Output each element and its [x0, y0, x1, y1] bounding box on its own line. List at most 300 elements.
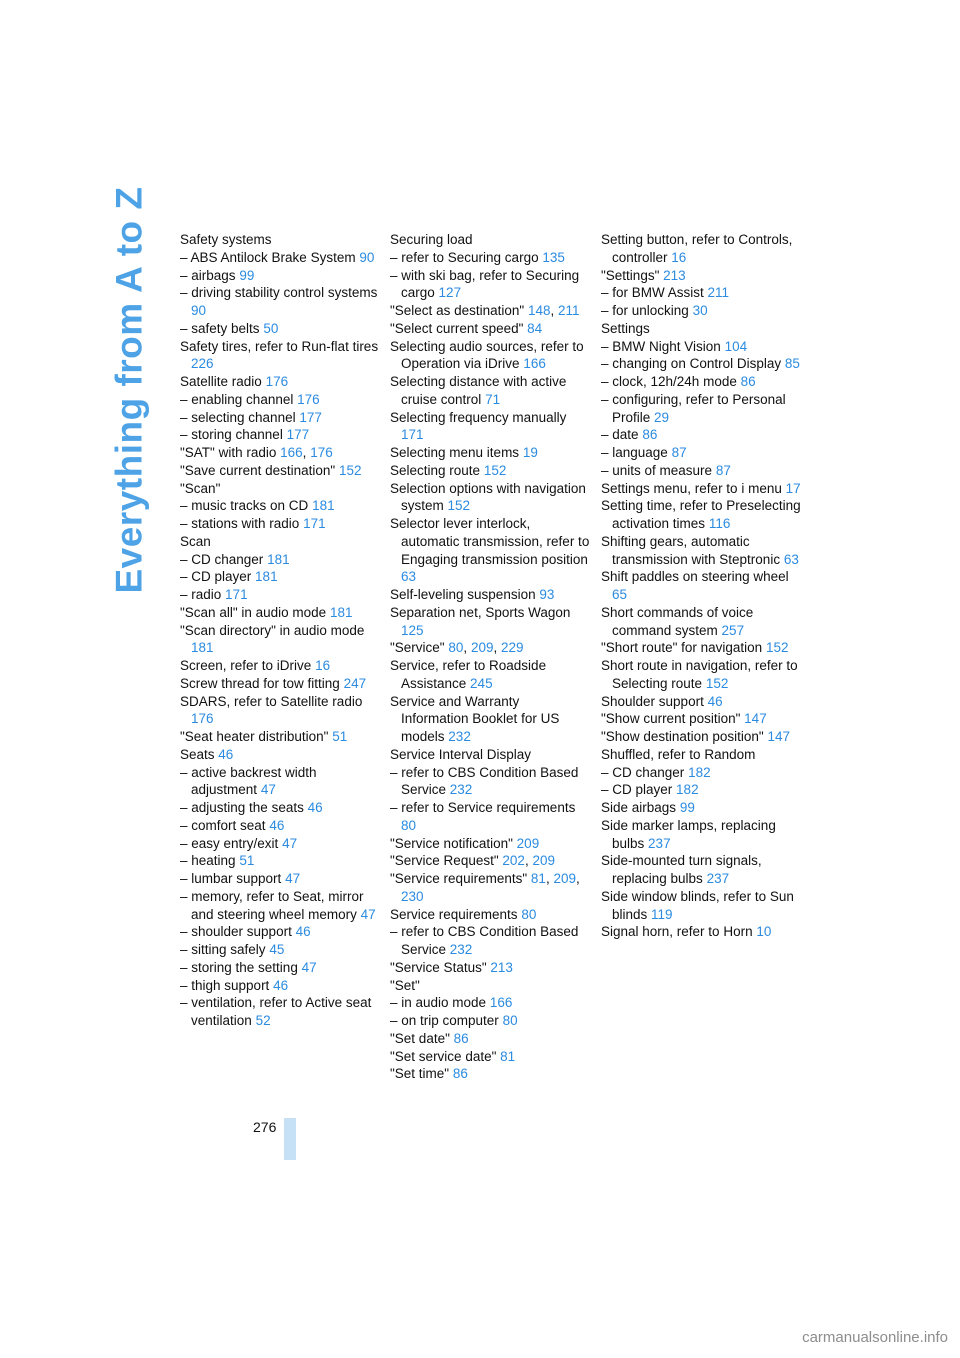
- index-entry: [180, 284, 380, 320]
- page-link[interactable]: 176: [310, 445, 333, 460]
- index-entry-text: – in audio mode: [390, 995, 487, 1011]
- page-link[interactable]: 81: [530, 871, 546, 886]
- page-link[interactable]: 209: [532, 853, 555, 869]
- index-entry: [180, 249, 380, 267]
- index-entry-text: – ABS Antilock Brake System: [180, 249, 356, 265]
- index-entry: [601, 391, 801, 427]
- page-link[interactable]: 93: [539, 587, 555, 602]
- index-entry: [180, 515, 380, 533]
- index-entry-text: – active backrest width adjustment: [180, 764, 317, 798]
- index-entry: [601, 764, 801, 782]
- page-link[interactable]: 16: [671, 249, 687, 265]
- page-link[interactable]: 51: [332, 729, 348, 744]
- index-entry: [601, 888, 801, 924]
- index-entry-text: – safety belts: [180, 320, 260, 336]
- index-entry: [180, 675, 380, 693]
- index-entry-text: "Settings": [601, 267, 660, 283]
- index-entry: [390, 977, 590, 995]
- index-entry: [601, 639, 801, 657]
- index-entry: "Service" 80, 209, 229: [390, 640, 524, 656]
- index-entry-text: Settings menu, refer to i menu: [601, 480, 782, 496]
- index-entry: [601, 355, 801, 373]
- index-entry-text: – language: [601, 445, 668, 460]
- page-link[interactable]: 171: [401, 427, 424, 443]
- index-entry: [180, 657, 380, 675]
- page-link[interactable]: 30: [692, 303, 708, 318]
- page-link[interactable]: 84: [527, 320, 543, 336]
- index-entry: [390, 604, 590, 640]
- page-link[interactable]: 46: [307, 800, 323, 815]
- index-entry-text: Selecting distance with active cruise control: [390, 374, 567, 407]
- index-entry: [180, 373, 380, 391]
- index-entry-text: "Set date": [390, 1030, 450, 1046]
- index-entry: [180, 231, 380, 249]
- page-link[interactable]: 80: [448, 640, 464, 656]
- index-entry: [601, 817, 801, 853]
- index-entry: [601, 746, 801, 764]
- page-link[interactable]: 87: [671, 445, 687, 460]
- index-entry: [390, 693, 590, 746]
- index-entry-text: Selecting route: [390, 462, 481, 478]
- index-entry-text: – CD changer: [601, 764, 685, 780]
- page-link[interactable]: 171: [225, 587, 248, 602]
- page-link[interactable]: 230: [401, 888, 424, 904]
- page-link[interactable]: 63: [401, 569, 417, 585]
- index-entry-text: – adjusting the seats: [180, 800, 304, 815]
- index-entry-text: – on trip computer: [390, 1013, 499, 1028]
- page-link[interactable]: 247: [343, 675, 367, 691]
- index-entry-text: – sitting safely: [180, 942, 266, 957]
- index-entry-text: Scan: [180, 533, 211, 549]
- page-link[interactable]: 63: [783, 551, 799, 567]
- index-entry-text: – CD player: [180, 569, 252, 585]
- index-entry-text: Selector lever interlock, automatic transmission, refer to Engaging transmission position: [390, 516, 590, 567]
- index-entry: [390, 1012, 590, 1030]
- page-link[interactable]: 245: [470, 675, 493, 691]
- index-entry: [601, 693, 801, 711]
- index-entry: [180, 568, 380, 586]
- index-entry: [390, 923, 590, 959]
- page-link[interactable]: 125: [401, 622, 424, 638]
- page-link[interactable]: 45: [269, 942, 285, 957]
- index-entry-text: Shuffled, refer to Random: [601, 746, 756, 762]
- page-link[interactable]: 50: [263, 320, 279, 336]
- page-link[interactable]: 90: [359, 249, 375, 265]
- page-link[interactable]: 10: [756, 924, 772, 940]
- index-entry-text: – shoulder support: [180, 924, 292, 940]
- side-title-text: Everything from A to Z: [109, 186, 150, 594]
- page-link[interactable]: 99: [679, 800, 695, 815]
- page-link[interactable]: 86: [453, 1030, 469, 1046]
- index-entry: [601, 462, 801, 480]
- index-entry: [390, 1048, 590, 1066]
- page-link[interactable]: 209: [553, 871, 576, 886]
- page-link[interactable]: 51: [239, 853, 255, 869]
- index-entry-text: "Save current destination": [180, 462, 336, 478]
- index-entry-text: Short route in navigation, refer to Selecting route: [601, 658, 798, 691]
- page-link[interactable]: 46: [295, 924, 311, 940]
- index-entry-text: Side marker lamps, replacing bulbs: [601, 817, 776, 851]
- page-link[interactable]: 209: [516, 835, 540, 851]
- page-link[interactable]: 47: [360, 906, 376, 922]
- page-link[interactable]: 47: [301, 959, 317, 975]
- page-bar: [284, 1118, 296, 1160]
- index-entry-text: Setting button, refer to Controls, controller: [601, 232, 793, 265]
- index-entry: [180, 799, 380, 817]
- index-entry: [180, 959, 380, 977]
- index-entry: [180, 622, 380, 658]
- index-entry-text: "Service Request": [390, 853, 499, 869]
- page-link[interactable]: 152: [483, 462, 507, 478]
- index-entry: [601, 728, 801, 746]
- index-entry: [390, 480, 590, 516]
- page-link[interactable]: 213: [663, 267, 686, 283]
- index-entry-text: – with ski bag, refer to Securing cargo: [390, 267, 580, 301]
- page-link[interactable]: 166: [523, 356, 546, 372]
- index-entry-text: Settings: [601, 320, 650, 336]
- index-entry-text: Service Interval Display: [390, 746, 532, 762]
- page-link[interactable]: 181: [312, 498, 335, 514]
- index-entry-text: – configuring, refer to Personal Profile: [601, 391, 786, 425]
- index-entry: [601, 231, 801, 267]
- page-link[interactable]: 182: [688, 764, 711, 780]
- page-link[interactable]: 17: [785, 480, 801, 496]
- index-entry-text: "Service": [390, 640, 445, 656]
- page-link[interactable]: 85: [784, 356, 800, 372]
- index-entry: [180, 480, 380, 498]
- page-link[interactable]: 46: [218, 746, 234, 762]
- page-link[interactable]: 152: [338, 462, 362, 478]
- page-link[interactable]: 29: [654, 409, 670, 425]
- page-link[interactable]: 182: [676, 782, 699, 798]
- index-entry-text: Separation net, Sports Wagon: [390, 604, 571, 620]
- index-column-2: [390, 231, 590, 1083]
- page-link[interactable]: 147: [744, 711, 767, 727]
- index-entry-text: – refer to CBS Condition Based Service: [390, 764, 579, 798]
- page-link[interactable]: 176: [265, 374, 289, 389]
- index-entry: [390, 799, 590, 835]
- page-link[interactable]: 87: [715, 462, 731, 478]
- index-entry-text: – for unlocking: [601, 303, 689, 318]
- index-entry-text: Side airbags: [601, 800, 677, 815]
- page-link[interactable]: 152: [447, 498, 471, 514]
- page-link[interactable]: 80: [521, 906, 537, 922]
- index-entry-text: – driving stability control systems: [180, 285, 378, 301]
- index-entry: [601, 497, 801, 533]
- page-link[interactable]: 47: [260, 782, 276, 798]
- page-link[interactable]: 19: [522, 445, 538, 460]
- index-entry: "Select as destination" 148, 211: [390, 303, 580, 318]
- page-link[interactable]: 257: [721, 622, 745, 638]
- index-entry: "Service Request" 202, 209: [390, 853, 555, 869]
- index-entry: [601, 320, 801, 338]
- index-entry: [180, 835, 380, 853]
- index-entry-text: – clock, 12h/24h mode: [601, 374, 737, 389]
- index-entry-text: – storing the setting: [180, 959, 298, 975]
- index-entry-text: – stations with radio: [180, 516, 300, 531]
- index-entry: [180, 746, 380, 764]
- index-entry: [601, 799, 801, 817]
- index-entry: "Service requirements" 81, 209, 230: [390, 871, 580, 904]
- index-entry: [601, 426, 801, 444]
- page-link[interactable]: 80: [502, 1013, 518, 1028]
- index-entry-text: – ventilation, refer to Active seat ventilation: [180, 995, 372, 1028]
- index-entry-text: "Scan": [180, 480, 221, 496]
- index-entry-text: – refer to Service requirements: [390, 800, 576, 815]
- index-entry-text: Safety tires, refer to Run-flat tires: [180, 338, 379, 354]
- page-link[interactable]: 71: [485, 391, 501, 407]
- index-entry-text: – BMW Night Vision: [601, 338, 721, 354]
- index-entry-text: Selecting menu items: [390, 445, 520, 460]
- index-entry: [390, 249, 590, 267]
- index-entry-text: – refer to CBS Condition Based Service: [390, 924, 579, 957]
- index-entry: [601, 373, 801, 391]
- index-entry: [390, 231, 590, 249]
- index-column-1: [180, 231, 380, 1030]
- page-link[interactable]: 47: [282, 835, 298, 851]
- index-entry-text: Service requirements: [390, 906, 518, 922]
- index-entry: [601, 338, 801, 356]
- index-entry: [180, 338, 380, 374]
- page-link[interactable]: 81: [500, 1048, 516, 1064]
- page-link[interactable]: 46: [273, 977, 289, 993]
- index-entry: [390, 994, 590, 1012]
- index-entry: [180, 977, 380, 995]
- index-entry: [180, 764, 380, 800]
- index-entry: "SAT" with radio 166, 176: [180, 445, 333, 460]
- page-link[interactable]: 177: [286, 427, 310, 443]
- page-number: 276: [253, 1119, 277, 1135]
- index-entry: [180, 320, 380, 338]
- index-entry-text: Securing load: [390, 232, 473, 247]
- page-link[interactable]: 99: [239, 267, 255, 283]
- index-entry-text: Short commands of voice command system: [601, 604, 754, 638]
- index-entry: [390, 586, 590, 604]
- index-entry-text: Setting time, refer to Preselecting activation times: [601, 498, 801, 531]
- page-link[interactable]: 171: [303, 516, 326, 531]
- index-entry: [601, 267, 801, 285]
- index-entry: [180, 817, 380, 835]
- index-entry: [601, 604, 801, 640]
- page-link[interactable]: 148: [527, 303, 551, 318]
- index-entry: [601, 657, 801, 693]
- index-entry: [390, 764, 590, 800]
- page-link[interactable]: 104: [724, 338, 748, 354]
- page-link[interactable]: 209: [470, 640, 494, 656]
- index-entry-text: Shift paddles on steering wheel: [601, 569, 789, 585]
- index-entry: [180, 267, 380, 285]
- index-entry: [180, 994, 380, 1030]
- page-link[interactable]: 177: [299, 409, 322, 425]
- page-link[interactable]: 232: [449, 942, 473, 957]
- page-link[interactable]: 90: [191, 303, 207, 318]
- index-entry: [390, 444, 590, 462]
- page-link[interactable]: 176: [191, 711, 214, 727]
- index-entry: [601, 852, 801, 888]
- index-entry: [180, 728, 380, 746]
- index-entry-text: "Set service date": [390, 1048, 497, 1064]
- index-entry-text: – easy entry/exit: [180, 835, 279, 851]
- index-entry: [180, 888, 380, 924]
- index-entry: [180, 551, 380, 569]
- index-entry-text: "Select as destination": [390, 303, 525, 318]
- index-entry: [390, 267, 590, 303]
- page-link[interactable]: 181: [255, 569, 278, 585]
- index-entry-text: – radio: [180, 587, 222, 602]
- index-entry-text: "Scan directory" in audio mode: [180, 622, 365, 638]
- index-entry-text: Selecting frequency manually: [390, 409, 567, 425]
- page-link[interactable]: 152: [705, 675, 729, 691]
- index-entry-text: – heating: [180, 853, 236, 869]
- index-entry: [180, 852, 380, 870]
- index-entry: [601, 480, 801, 498]
- page-link[interactable]: 80: [401, 817, 417, 833]
- index-entry-text: "Service notification": [390, 835, 513, 851]
- page-link[interactable]: 226: [191, 356, 214, 372]
- page-link[interactable]: 166: [489, 995, 513, 1011]
- page-link[interactable]: 211: [558, 303, 580, 318]
- index-entry-text: "Show destination position": [601, 729, 764, 744]
- index-entry-text: – music tracks on CD: [180, 498, 309, 514]
- page-link[interactable]: 176: [297, 391, 320, 407]
- index-entry-text: SDARS, refer to Satellite radio: [180, 693, 363, 709]
- index-entry-text: – selecting channel: [180, 409, 296, 425]
- page-link[interactable]: 181: [267, 551, 290, 567]
- index-entry: [180, 462, 380, 480]
- index-entry: [180, 923, 380, 941]
- index-entry-text: – for BMW Assist: [601, 285, 704, 301]
- index-entry: [180, 941, 380, 959]
- index-entry-text: "Service requirements": [390, 871, 528, 886]
- page-link[interactable]: 232: [448, 729, 471, 744]
- page-link[interactable]: 229: [501, 640, 524, 656]
- index-entry-text: Shoulder support: [601, 693, 704, 709]
- index-entry: [601, 710, 801, 728]
- index-entry-text: Service and Warranty Information Booklet for US models: [390, 693, 560, 744]
- index-entry-text: Self-leveling suspension: [390, 587, 536, 602]
- page-link[interactable]: 16: [315, 658, 331, 673]
- index-entry: [180, 604, 380, 622]
- page-link[interactable]: 86: [740, 374, 756, 389]
- index-entry-text: Seats: [180, 746, 215, 762]
- index-entry: [390, 746, 590, 764]
- page-link[interactable]: 202: [502, 853, 525, 869]
- index-entry: [180, 409, 380, 427]
- index-entry-text: Side-mounted turn signals, replacing bulbs: [601, 853, 762, 886]
- index-entry: [180, 870, 380, 888]
- index-entry: [601, 781, 801, 799]
- page-link[interactable]: 152: [765, 640, 789, 656]
- page-link[interactable]: 119: [651, 906, 673, 922]
- index-entry-text: Safety systems: [180, 232, 272, 247]
- index-entry-text: – comfort seat: [180, 817, 266, 833]
- index-entry: [180, 533, 380, 551]
- page-link[interactable]: 65: [612, 587, 628, 602]
- index-entry: [180, 426, 380, 444]
- index-column-3: [601, 231, 801, 941]
- index-entry-text: – refer to Securing cargo: [390, 249, 539, 265]
- index-entry: [180, 586, 380, 604]
- index-entry-text: – airbags: [180, 267, 236, 283]
- index-entry-text: – enabling channel: [180, 391, 294, 407]
- index-entry: [601, 444, 801, 462]
- index-entry-text: – CD changer: [180, 551, 264, 567]
- index-entry-text: Screw thread for tow fitting: [180, 675, 340, 691]
- page-link[interactable]: 237: [706, 871, 730, 886]
- index-entry: [390, 959, 590, 977]
- side-title: [105, 186, 155, 594]
- index-entry: [390, 906, 590, 924]
- index-entry-text: Selecting audio sources, refer to Operation via iDrive: [390, 338, 584, 372]
- index-entry: [390, 409, 590, 445]
- index-entry-text: "SAT" with radio: [180, 445, 277, 460]
- index-entry-text: – thigh support: [180, 977, 270, 993]
- index-entry-text: – changing on Control Display: [601, 356, 782, 372]
- page-link[interactable]: 213: [490, 959, 513, 975]
- index-entry-text: Screen, refer to iDrive: [180, 658, 312, 673]
- index-entry: [601, 284, 801, 302]
- index-entry-text: – units of measure: [601, 462, 713, 478]
- index-entry-text: – CD player: [601, 782, 673, 798]
- index-entry-text: "Set time": [390, 1066, 450, 1082]
- index-entry: [601, 568, 801, 604]
- page-link[interactable]: 181: [329, 604, 353, 620]
- page-link[interactable]: 46: [269, 817, 285, 833]
- index-entry-text: Satellite radio: [180, 374, 262, 389]
- index-entry: [390, 373, 590, 409]
- page-link[interactable]: 116: [708, 516, 731, 531]
- index-entry: [180, 693, 380, 729]
- index-entry: [390, 835, 590, 853]
- page-link[interactable]: 166: [280, 445, 303, 460]
- index-entry: [601, 923, 801, 941]
- index-entry-text: "Select current speed": [390, 320, 524, 336]
- page-link[interactable]: 86: [642, 427, 658, 443]
- page-link[interactable]: 237: [648, 835, 671, 851]
- index-entry-text: "Scan all" in audio mode: [180, 604, 327, 620]
- index-entry: [390, 1065, 590, 1083]
- index-entry: [390, 320, 590, 338]
- index-entry: [390, 657, 590, 693]
- index-entry-text: Shifting gears, automatic transmission with Steptronic: [601, 533, 781, 567]
- page-link[interactable]: 211: [707, 285, 730, 301]
- index-entry-text: – storing channel: [180, 427, 283, 443]
- page-link[interactable]: 86: [452, 1066, 468, 1082]
- page-link[interactable]: 147: [767, 729, 790, 744]
- index-entry: [601, 302, 801, 320]
- watermark: carmanualsonline.info: [802, 1329, 948, 1346]
- page-link[interactable]: 52: [255, 1013, 271, 1028]
- index-entry: [180, 391, 380, 409]
- index-entry-text: "Service Status": [390, 959, 487, 975]
- index-entry-text: – date: [601, 427, 639, 443]
- index-entry-text: – memory, refer to Seat, mirror and steering wheel memory: [180, 888, 364, 922]
- page-link[interactable]: 46: [707, 693, 723, 709]
- index-entry-text: "Set": [390, 977, 420, 993]
- index-entry-text: Signal horn, refer to Horn: [601, 924, 753, 940]
- page-link[interactable]: 127: [438, 285, 462, 301]
- index-entry: [390, 515, 590, 586]
- index-entry-text: "Short route" for navigation: [601, 640, 763, 656]
- index-entry-text: "Show current position": [601, 711, 741, 727]
- index-entry-text: Selection options with navigation system: [390, 480, 586, 514]
- page-link[interactable]: 135: [542, 249, 565, 265]
- index-entry: [390, 338, 590, 374]
- page-link[interactable]: 181: [191, 640, 214, 656]
- page-link[interactable]: 232: [449, 782, 473, 798]
- index-entry-text: – lumbar support: [180, 871, 282, 886]
- page-link[interactable]: 47: [285, 871, 301, 886]
